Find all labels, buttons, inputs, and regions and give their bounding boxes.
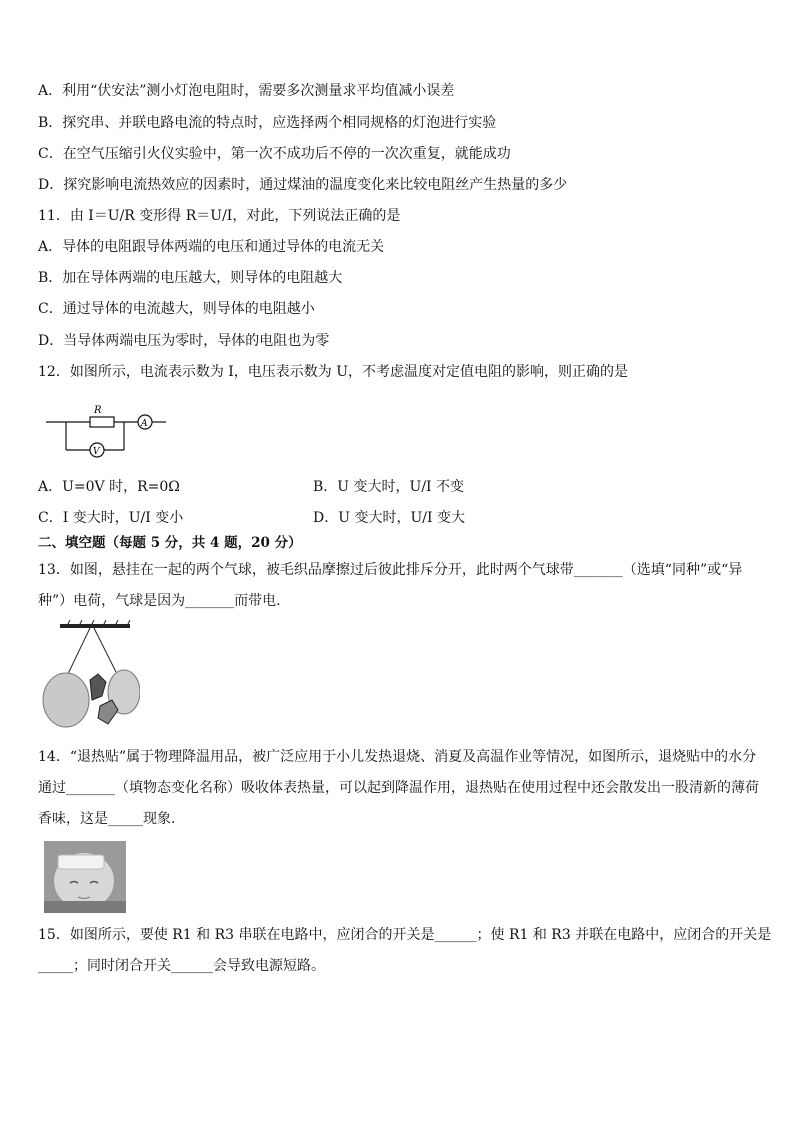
q14-line-3: 香味，这是_____现象． (38, 811, 185, 827)
q12-option-c: C．I 变大时，U/I 变小 (38, 510, 184, 526)
q12-option-a: A．U=0V 时，R=0Ω (38, 479, 180, 495)
q11-option-c: C．通过导体的电流越大，则导体的电阻越小 (38, 301, 315, 317)
q11-option-b: B．加在导体两端的电压越大，则导体的电阻越大 (38, 270, 343, 286)
resistor-symbol (90, 417, 114, 427)
q13-balloons-figure (40, 620, 140, 738)
ammeter-label: A (141, 419, 148, 429)
q12-circuit-diagram (44, 402, 168, 464)
q10-option-d: D．探究影响电流热效应的因素时，通过煤油的温度变化来比较电阻丝产生热量的多少 (38, 177, 568, 193)
q12-option-b: B．U 变大时，U/I 不变 (313, 479, 465, 495)
q11-option-a: A．导体的电阻跟导体两端的电压和通过导体的电流无关 (38, 239, 385, 255)
q11-option-d: D．当导体两端电压为零时，导体的电阻也为零 (38, 333, 330, 349)
q12-option-d: D．U 变大时，U/I 变大 (313, 510, 465, 526)
q15-line-2: _____；同时闭合开关______会导致电源短路。 (38, 958, 325, 974)
q10-option-c: C．在空气压缩引火仪实验中，第一次不成功后不停的一次次重复，就能成功 (38, 146, 511, 162)
resistor-label: R (94, 405, 102, 416)
q14-line-1: 14．“退热贴”属于物理降温用品，被广泛应用于小儿发热退烧、消夏及高温作业等情况，如图所示，退烧贴中的水分 (38, 749, 757, 765)
section-2-heading: 二、填空题（每题 5 分，共 4 题，20 分） (38, 535, 302, 551)
q15-line-1: 15．如图所示，要使 R1 和 R3 串联在电路中，应闭合的开关是______；使 R1 和 R3 并联在电路中，应闭合的开关是 (38, 927, 772, 943)
q10-option-a: A．利用“伏安法”测小灯泡电阻时，需要多次测量求平均值减小误差 (38, 83, 455, 99)
q10-option-b: B．探究串、并联电路电流的特点时，应选择两个相同规格的灯泡进行实验 (38, 115, 497, 131)
q12-stem: 12．如图所示，电流表示数为 I，电压表示数为 U，不考虑温度对定值电阻的影响，则正确的是 (38, 364, 629, 380)
q14-child-photo (44, 841, 126, 913)
q13-line-2: 种”）电荷，气球是因为_______而带电． (38, 593, 291, 609)
voltmeter-label: V (93, 447, 100, 457)
q14-line-2: 通过_______（填物态变化名称）吸收体表热量，可以起到降温作用，退热贴在使用过程中还会散发出一股清新的薄荷 (38, 780, 759, 796)
q11-stem: 11．由 I＝U/R 变形得 R＝U/I，对此，下列说法正确的是 (38, 208, 401, 224)
q13-line-1: 13．如图，悬挂在一起的两个气球，被毛织品摩擦过后彼此排斥分开，此时两个气球带_______（选填“同种”或“异 (38, 562, 743, 578)
